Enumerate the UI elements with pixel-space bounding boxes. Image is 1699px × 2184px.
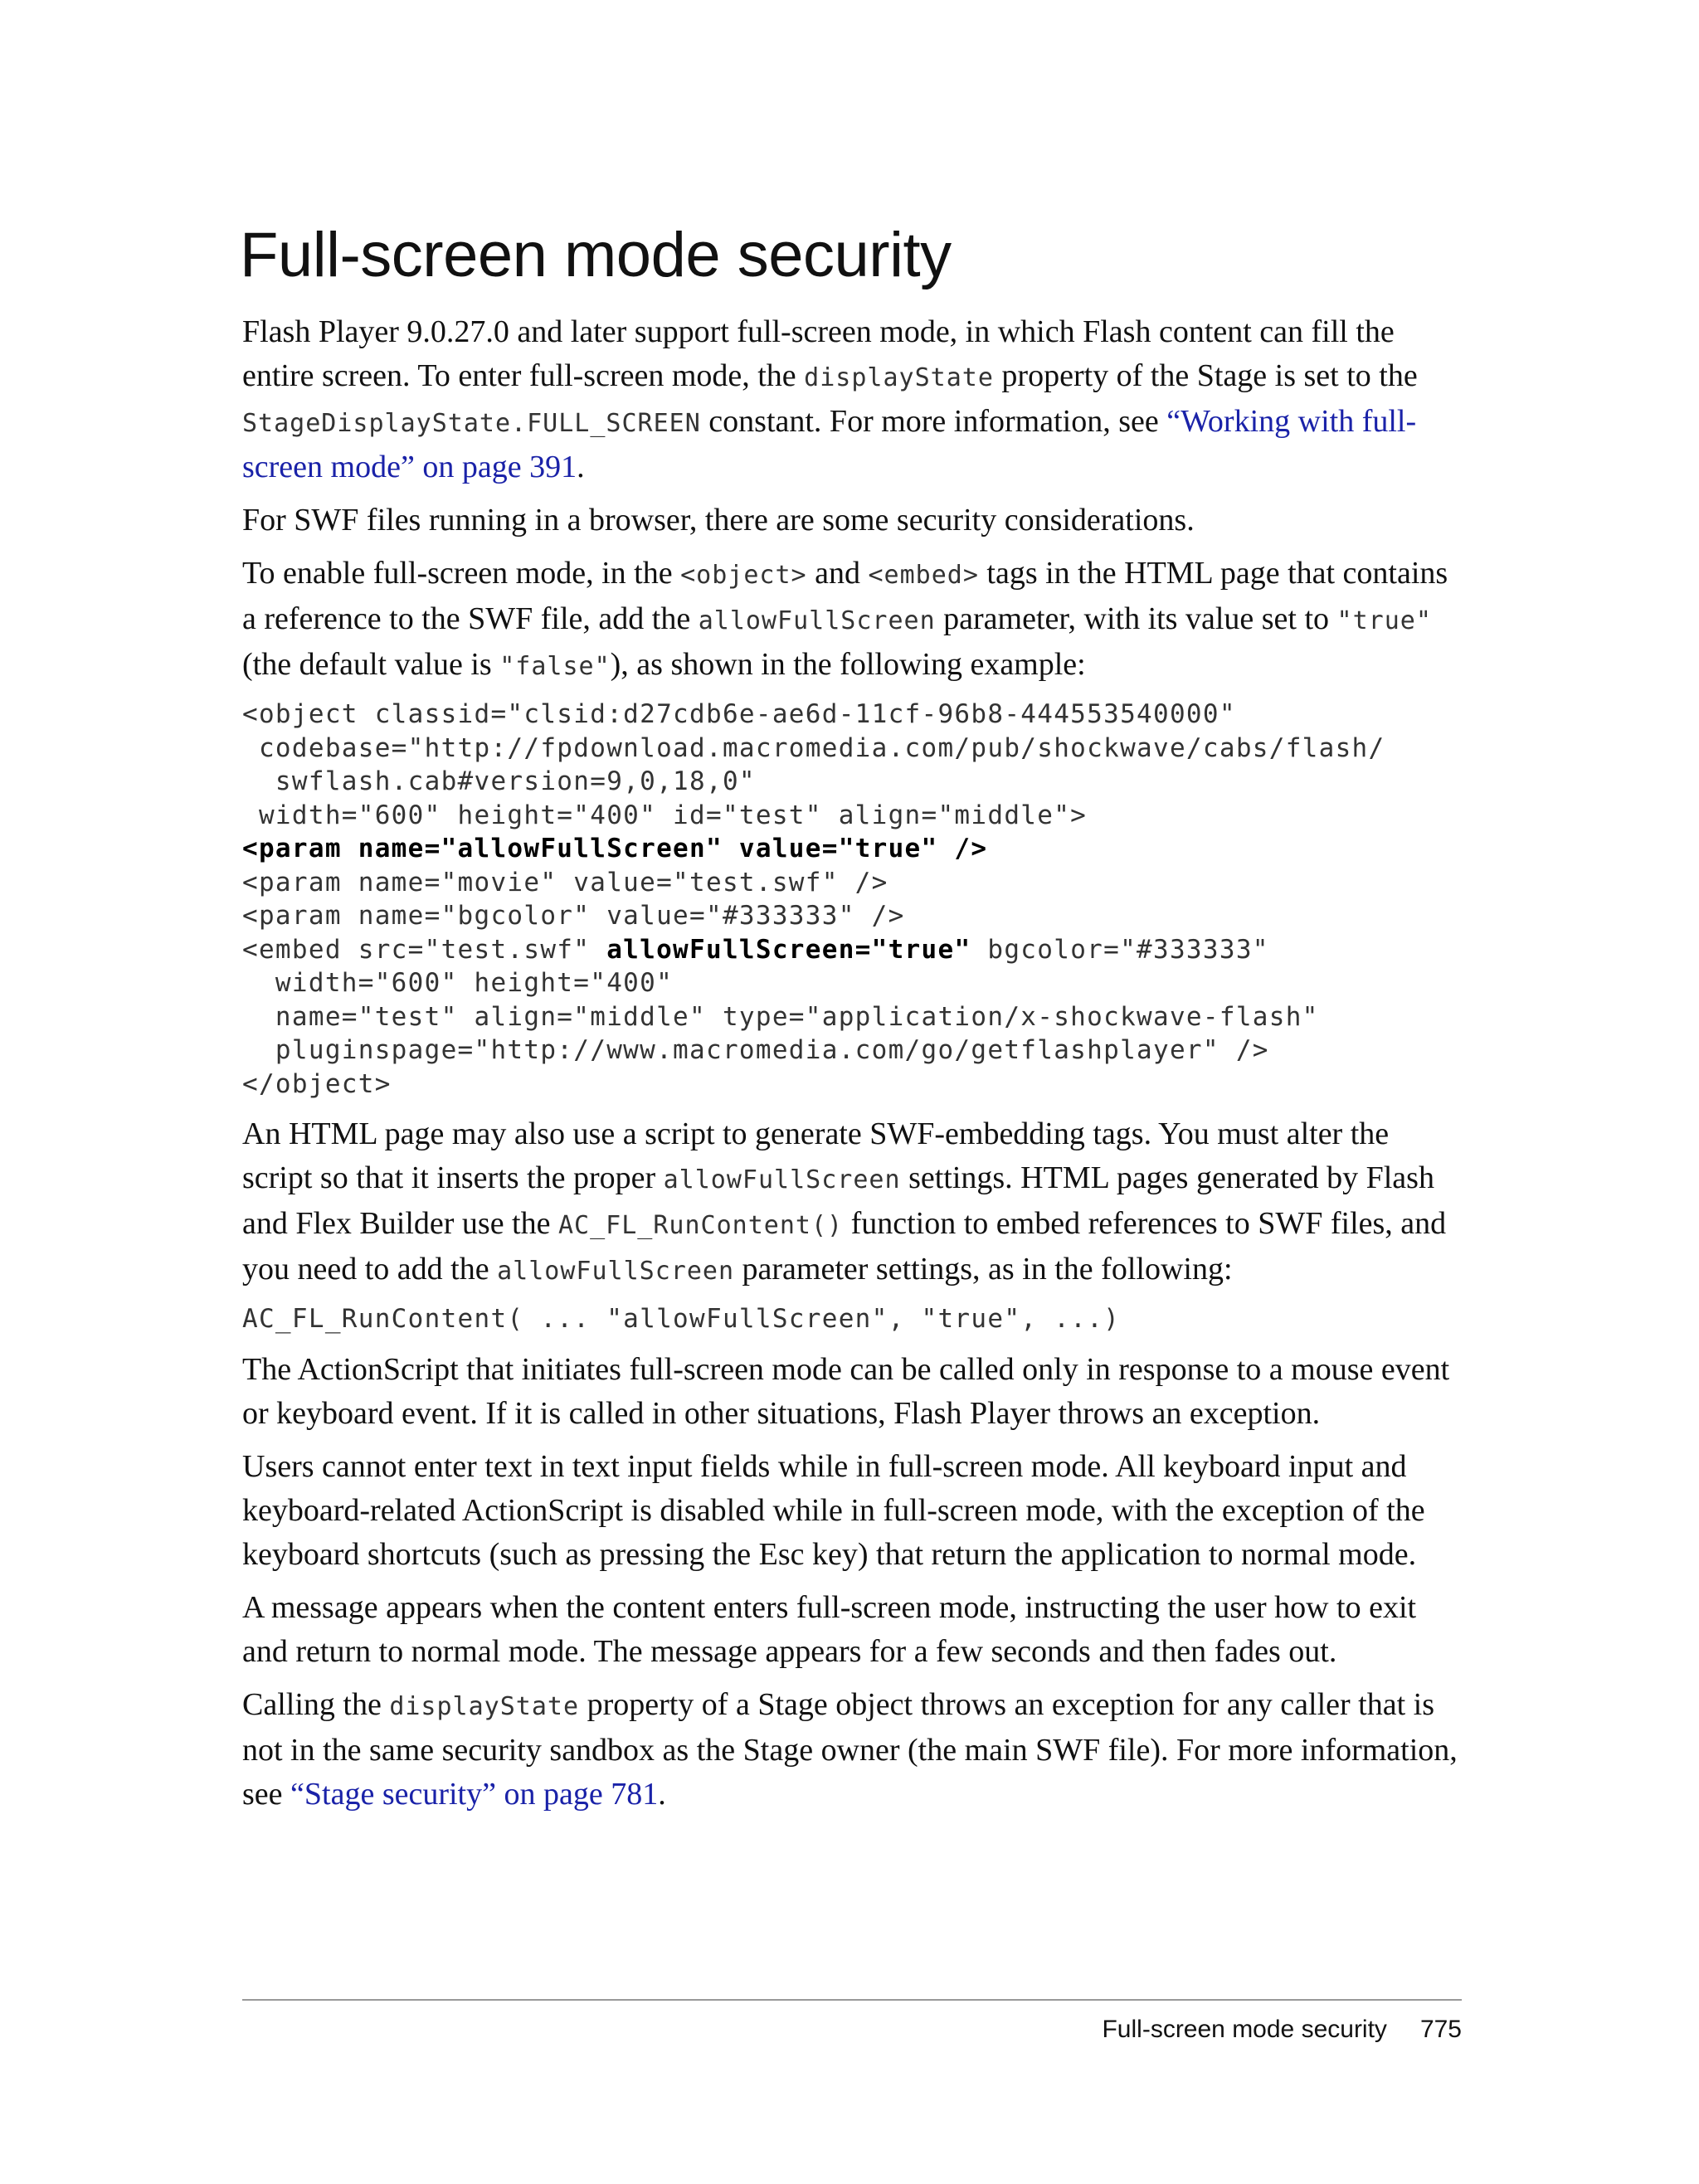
page-title: Full-screen mode security: [240, 220, 952, 290]
text: ), as shown in the following example:: [610, 647, 1086, 682]
paragraph-script: [242, 1112, 1462, 1293]
text: .: [577, 450, 585, 484]
text: Calling the: [242, 1686, 390, 1722]
text: parameter, with its value set to: [935, 601, 1337, 636]
page-footer: [1102, 2016, 1462, 2044]
paragraph-intro: [242, 310, 1462, 489]
inline-code: StageDisplayState.FULL_SCREEN: [242, 409, 701, 438]
code-line: swflash.cab#version=9,0,18,0": [242, 766, 756, 796]
code-line: AC_FL_RunContent( ... "allowFullScreen", "true", ...): [242, 1304, 1121, 1334]
paragraph-actionscript: The ActionScript that initiates full-screen mode can be called only in response to a mouse event or keyboard event. If it is called in other situations, Flash Player throws an exception.: [242, 1351, 1450, 1431]
inline-code: "true": [1336, 606, 1432, 635]
inline-code: allowFullScreen: [698, 606, 936, 635]
code-line: <object classid="clsid:d27cdb6e-ae6d-11cf-96b8-444553540000": [242, 699, 1236, 729]
code-highlight: allowFullScreen="true": [606, 934, 971, 965]
paragraph-keyboard: Users cannot enter text in text input fields while in full-screen mode. All keyboard input and keyboard-related ActionScript is disabled while in full-screen mode, with the exception of the keyboard shortcuts (such as pressing the Esc key) that return the application to normal mode.: [242, 1448, 1425, 1572]
code-line-highlighted: <param name="allowFullScreen" value="true" />: [242, 834, 988, 863]
code-line: <param name="movie" value="test.swf" />: [242, 867, 888, 897]
text: Flash Player 9.0.27.0 and later support full-screen mode, in which Flash content can fill the entire screen. To enter full-screen mode, the: [242, 314, 1395, 393]
paragraph-browser: For SWF files running in a browser, there are some security considerations.: [242, 503, 1195, 537]
code-line: <param name="bgcolor" value="#333333" />: [242, 901, 905, 931]
footer-section-title: Full-screen mode security: [1102, 2016, 1387, 2043]
footer-divider: [242, 1999, 1462, 2001]
text: An HTML page may also use a script to generate SWF-embedding tags. You must alter the script so that it inserts the proper: [242, 1116, 1390, 1195]
page-content: [240, 220, 1462, 1826]
text: parameter settings, as in the following:: [734, 1252, 1233, 1287]
code-line: width="600" height="400" id="test" align="middle">: [242, 800, 1088, 830]
text: constant. For more information, see: [700, 404, 1167, 439]
paragraph-enable: [242, 552, 1462, 688]
text: .: [658, 1776, 666, 1812]
code-line: bgcolor="#333333": [971, 934, 1269, 965]
inline-code: allowFullScreen: [663, 1165, 901, 1194]
text: property of a Stage object throws an exception for any caller that is not in the same security sandbox as the Stage owner (the main SWF file). For more information, see: [242, 1686, 1458, 1812]
inline-code: <object>: [680, 561, 807, 590]
text: settings. HTML pages generated by Flash and Flex Builder use the: [242, 1160, 1434, 1241]
text: (the default value is: [242, 647, 500, 682]
text: and: [806, 556, 869, 591]
code-line: <embed src="test.swf": [242, 934, 607, 965]
inline-code: displayState: [804, 363, 994, 392]
inline-code: "false": [499, 652, 611, 681]
text: tags in the HTML page that contains a reference to the SWF file, add the: [242, 556, 1448, 636]
inline-code: AC_FL_RunContent(): [557, 1211, 844, 1240]
inline-code: displayState: [389, 1691, 580, 1721]
paragraph-displaystate: [242, 1683, 1462, 1817]
code-line: width="600" height="400": [242, 968, 674, 998]
inline-code: <embed>: [868, 561, 979, 590]
code-line: pluginspage="http://www.macromedia.com/go/getflashplayer" />: [242, 1035, 1269, 1065]
link-working-with-full-screen-mode[interactable]: “Working with full-screen mode” on page 391: [242, 404, 1417, 484]
inline-code: allowFullScreen: [497, 1257, 735, 1286]
code-line: name="test" align="middle" type="application/x-shockwave-flash": [242, 1001, 1319, 1032]
code-example-object-embed: [242, 698, 1462, 1101]
text: To enable full-screen mode, in the: [242, 556, 681, 591]
page-number: 775: [1419, 2016, 1462, 2043]
text: property of the Stage is set to the: [993, 358, 1418, 393]
link-stage-security[interactable]: “Stage security” on page 781: [290, 1776, 659, 1812]
paragraph-message: A message appears when the content enters full-screen mode, instructing the user how to exit and return to normal mode. The message appears for a few seconds and then fades out.: [242, 1589, 1417, 1669]
code-line: </object>: [242, 1068, 392, 1099]
text: function to embed references to SWF files, and you need to add the: [242, 1206, 1447, 1287]
code-example-ac-fl-runcontent: [242, 1302, 1462, 1336]
code-line: codebase="http://fpdownload.macromedia.com/pub/shockwave/cabs/flash/: [242, 732, 1385, 763]
